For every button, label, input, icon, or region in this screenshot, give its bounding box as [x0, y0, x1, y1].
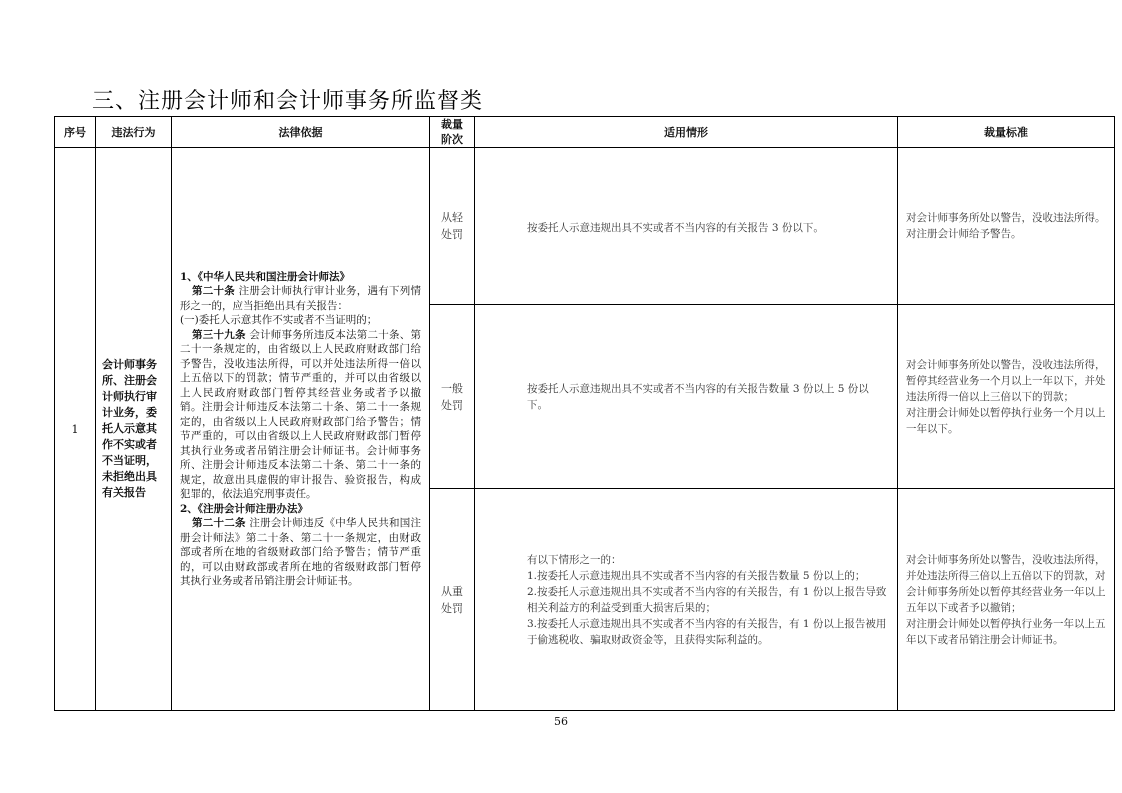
penalty-table: [54, 116, 1115, 711]
page-number: 56: [554, 715, 568, 728]
violation-cell: 会计师事务所、注册会计师执行审计业务，委托人示意其作不实或者不当证明，未拒绝出具有关报告: [96, 148, 172, 711]
article-39-label: 第三十九条: [192, 328, 246, 341]
header-circumstance: 适用情形: [475, 117, 898, 148]
circumstance-line: 1.按委托人示意违规出具不实或者不当内容的有关报告数量 5 份以上的；: [527, 569, 866, 582]
article-22: [180, 516, 421, 589]
level-normal-line2: 处罚: [441, 398, 463, 412]
header-violation: 违法行为: [96, 117, 172, 148]
header-law-basis: 法律依据: [172, 117, 430, 148]
standard-heavy: [898, 489, 1115, 711]
law-title-1: 1、《中华人民共和国注册会计师法》: [180, 270, 351, 283]
circumstance-light: [475, 148, 898, 305]
level-heavy-line1: 从重: [441, 584, 463, 598]
level-light-line1: 从轻: [441, 211, 463, 224]
circumstance-line: 3.按委托人示意违规出具不实或者不当内容的有关报告，有 1 份以上报告被用于偷逃税收、骗取财政资金等，且获得实际利益的。: [527, 617, 887, 646]
law-title-2: 2、《注册会计师注册办法》: [180, 502, 309, 515]
header-no: 序号: [55, 117, 96, 148]
standard-normal: [898, 305, 1115, 489]
law-basis-cell: [172, 148, 430, 711]
circumstance-normal: [475, 305, 898, 489]
header-level-line1: 裁量: [441, 118, 463, 131]
article-20: [180, 284, 421, 313]
header-level: [430, 117, 475, 148]
article-22-label: 第二十二条: [192, 517, 246, 529]
standard-line: 对会计师事务所处以警告，没收违法所得。: [906, 212, 1106, 224]
level-light-line2: 处罚: [441, 228, 463, 241]
circumstance-line: 按委托人示意违规出具不实或者不当内容的有关报告 3 份以下。: [527, 222, 824, 234]
standard-line: 对会计师事务所处以警告，没收违法所得，暂停其经营业务一个月以上一年以下，并处违法所得一倍以上三倍以下的罚款；: [906, 358, 1106, 403]
circumstance-line: 2.按委托人示意违规出具不实或者不当内容的有关报告，有 1 份以上报告导致相关利益方的利益受到重大损害后果的；: [527, 585, 887, 614]
header-standard: 裁量标准: [898, 117, 1115, 148]
level-light: [430, 148, 475, 305]
standard-line: 对注册会计师处以暂停执行业务一个月以上一年以下。: [906, 406, 1106, 435]
level-normal: [430, 305, 475, 489]
table-row: [55, 148, 1115, 305]
article-39: [180, 328, 421, 502]
standard-line: 对注册会计师处以暂停执行业务一年以上五年以下或者吊销注册会计师证书。: [906, 617, 1106, 646]
level-heavy-line2: 处罚: [441, 601, 463, 615]
row-number: 1: [55, 148, 96, 711]
circumstance-heavy: [475, 489, 898, 711]
level-heavy: [430, 489, 475, 711]
standard-line: 对注册会计师给予警告。: [906, 228, 1022, 240]
header-row: [55, 117, 1115, 148]
article-39-text: 会计师事务所违反本法第二十条、第二十一条规定的，由省级以上人民政府财政部门给予警告，没收违法所得，可以并处违法所得一倍以上五倍以下的罚款；情节严重的，并可以由省级以上人民政府财政部门暂停其经营业务或者予以撤销。注册会计师违反本法第二十条、第二十一条规定的，由省级以上人民政府财政部门给予警告；情节严重的，可以由省级以上人民政府财政部门暂停其执行业务或者吊销注册会计师证书。会计师事务所、注册会计师违反本法第二十条、第二十一条的规定，故意出具虚假的审计报告、验资报告，构成犯罪的，依法追究刑事责任。: [180, 328, 421, 500]
article-20-text: 注册会计师执行审计业务，遇有下列情形之一的，应当拒绝出具有关报告：: [180, 285, 421, 312]
header-level-line2: 阶次: [441, 133, 463, 146]
standard-light: [898, 148, 1115, 305]
article-20-label: 第二十条: [192, 285, 235, 297]
article-20-item-1: (一)委托人示意其作不实或者不当证明的；: [180, 314, 378, 326]
circumstance-line: 有以下情形之一的：: [527, 553, 622, 566]
standard-line: 对会计师事务所处以警告，没收违法所得，并处违法所得三倍以上五倍以下的罚款，对会计师事务所处以暂停其经营业务一年以上五年以下或者予以撤销；: [906, 553, 1106, 614]
article-22-text: 注册会计师违反《中华人民共和国注册会计师法》第二十条、第二十一条规定，由财政部或者所在地的省级财政部门给予警告；情节严重的，可以由财政部或者所在地的省级财政部门暂停其执行业务或者吊销注册会计师证书。: [180, 517, 421, 587]
page-title: 三、注册会计师和会计师事务所监督类: [92, 89, 484, 114]
circumstance-line: 按委托人示意违规出具不实或者不当内容的有关报告数量 3 份以上 5 份以下。: [527, 382, 869, 411]
level-normal-line1: 一般: [441, 381, 463, 395]
